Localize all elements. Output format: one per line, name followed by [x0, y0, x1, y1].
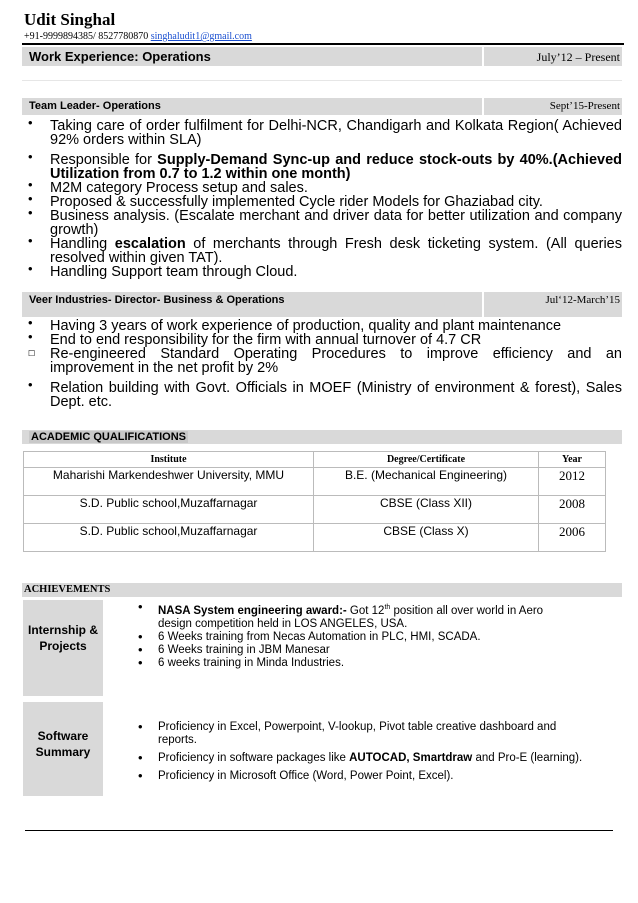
list-item: [28, 149, 622, 182]
table-cell: B.E. (Mechanical Engineering): [314, 468, 539, 496]
academic-bar: [22, 430, 622, 444]
list-item: [134, 721, 594, 747]
text-segment: 6 Weeks training in JBM Manesar: [158, 643, 330, 656]
text-segment: Got 12: [346, 604, 385, 617]
table-cell: 2012: [539, 468, 606, 496]
list-item: [28, 377, 622, 410]
text-segment: Handling Support team through Cloud.: [50, 264, 298, 280]
email-link[interactable]: singhaludit1@gmail.com: [150, 31, 252, 42]
job-bullets-veer-industries: [28, 315, 622, 410]
job-date: Sept’15-Present: [549, 100, 620, 112]
job-bar-veer-industries: [22, 292, 622, 317]
text-segment: Responsible for: [50, 152, 158, 168]
bullet-icon: •: [28, 177, 33, 192]
text-segment: of merchants through Fresh desk ticketing system. (All queries resolved within given TAT).: [50, 236, 622, 266]
bullet-icon: ☐: [28, 349, 36, 358]
list-item: [134, 770, 594, 783]
list-item: [28, 233, 622, 266]
list-item: [28, 205, 622, 238]
table-cell: 2008: [539, 496, 606, 524]
text-segment: End to end responsibility for the firm with annual turnover of 4.7 CR: [50, 332, 482, 348]
list-item: [28, 347, 622, 375]
text-segment: Taking care of order fulfilment for Delhi-NCR, Chandigarh and Kolkata Region( Achieved 92% orders within SLA): [50, 118, 622, 148]
table-cell: S.D. Public school,Muzaffarnagar: [24, 524, 314, 552]
software-panel: [23, 702, 103, 796]
bullet-icon: •: [28, 261, 33, 276]
bullet-icon: •: [28, 315, 33, 330]
internship-list: [134, 601, 574, 670]
internship-label: Internship & Projects: [27, 623, 98, 653]
bullet-icon: •: [28, 205, 33, 220]
text-segment: 6 weeks training in Minda Industries.: [158, 656, 345, 669]
bullet-text: [50, 380, 622, 410]
bold-text: NASA System engineering award:-: [158, 604, 347, 617]
table-cell: CBSE (Class X): [314, 524, 539, 552]
bullet-icon: •: [28, 233, 33, 248]
job-title: Veer Industries- Director- Business & Operations: [29, 294, 285, 306]
academic-title: ACADEMIC QUALIFICATIONS: [31, 431, 187, 443]
table-header-row: [24, 452, 606, 468]
software-list: [134, 721, 594, 783]
text-segment: Proficiency in software packages like: [158, 752, 350, 764]
software-label: Software Summary: [35, 729, 91, 759]
text-segment: Proposed & successfully implemented Cycle rider Models for Ghaziabad city.: [50, 194, 543, 210]
footer-divider: [25, 830, 613, 831]
text-segment: Proficiency in Excel, Powerpoint, V-lookup, Pivot table creative dashboard and reports.: [158, 721, 557, 746]
job-title: Team Leader- Operations: [29, 100, 161, 112]
list-item: [28, 315, 622, 334]
work-experience-bar: [22, 47, 622, 66]
text-segment: and Pro-E (learning).: [472, 752, 583, 764]
list-item: [28, 191, 622, 210]
text-segment: th: [384, 604, 391, 611]
text-segment: Having 3 years of work experience of production, quality and plant maintenance: [50, 318, 562, 334]
list-item: [134, 644, 574, 657]
table-cell: 2006: [539, 524, 606, 552]
table-cell: Maharishi Markendeshwer University, MMU: [24, 468, 314, 496]
bold-text: Supply-Demand Sync-up and reduce stock-outs by 40%.(Achieved Utilization from 0.7 to 1.2 within one month): [50, 152, 622, 182]
candidate-name: Udit Singhal: [24, 10, 116, 29]
list-item: [28, 177, 622, 196]
text-segment: M2M category Process setup and sales.: [50, 180, 308, 196]
bullet-text: [50, 208, 622, 238]
list-item: [28, 329, 622, 348]
bullet-icon: •: [28, 191, 33, 206]
list-item: [134, 657, 574, 670]
text-segment: Handling: [50, 236, 115, 252]
job-bar-team-leader: [22, 98, 622, 115]
text-segment: Relation building with Govt. Officials in MOEF (Ministry of environment & forest), Sales Dept. etc.: [50, 380, 622, 410]
header-divider: [22, 43, 624, 45]
bullet-icon: •: [28, 115, 33, 130]
text-segment: Proficiency in Microsoft Office (Word, Power Point, Excel).: [158, 770, 454, 782]
internship-panel: [23, 600, 103, 696]
table-header: Year: [539, 452, 606, 468]
bullet-text: [50, 264, 297, 280]
bullet-text: [50, 346, 622, 376]
bullet-text: [50, 152, 622, 182]
table-row: [24, 496, 606, 524]
bullet-icon: •: [28, 149, 33, 164]
table-row: [24, 468, 606, 496]
phone-numbers: +91-9999894385/ 8527780870: [24, 31, 149, 42]
job-date: Jul‘12-March’15: [545, 294, 620, 306]
bullet-text: [50, 118, 622, 148]
table-cell: CBSE (Class XII): [314, 496, 539, 524]
spacer-line: [22, 80, 622, 81]
text-segment: Business analysis. (Escalate merchant and driver data for better utilization and company growth): [50, 208, 622, 238]
table-header: Degree/Certificate: [314, 452, 539, 468]
bullet-icon: •: [28, 377, 33, 392]
bold-text: AUTOCAD, Smartdraw: [349, 752, 473, 764]
bullet-text: [50, 236, 622, 266]
list-item: [134, 601, 574, 631]
academic-table: [23, 451, 606, 552]
bullet-icon: •: [28, 329, 33, 344]
achievements-title: ACHIEVEMENTS: [24, 584, 111, 595]
table-header: Institute: [24, 452, 314, 468]
text-segment: position all over world in Aero design competition held in LOS ANGELES, USA.: [158, 604, 544, 630]
list-item: [134, 752, 594, 765]
work-experience-date: July’12 – Present: [536, 50, 620, 64]
table-row: [24, 524, 606, 552]
list-item: [134, 631, 574, 644]
list-item: [28, 261, 622, 280]
text-segment: Re-engineered Standard Operating Procedures to improve efficiency and an improvement in the net profit by 2%: [50, 346, 622, 376]
table-cell: S.D. Public school,Muzaffarnagar: [24, 496, 314, 524]
contact-line: [24, 31, 252, 42]
job-bullets-team-leader: [28, 115, 622, 280]
list-item: [28, 115, 622, 148]
achievements-bar: [22, 583, 622, 597]
bold-text: escalation: [114, 236, 186, 252]
text-segment: 6 Weeks training from Necas Automation in PLC, HMI, SCADA.: [158, 630, 481, 643]
work-experience-title: Work Experience: Operations: [29, 49, 211, 64]
